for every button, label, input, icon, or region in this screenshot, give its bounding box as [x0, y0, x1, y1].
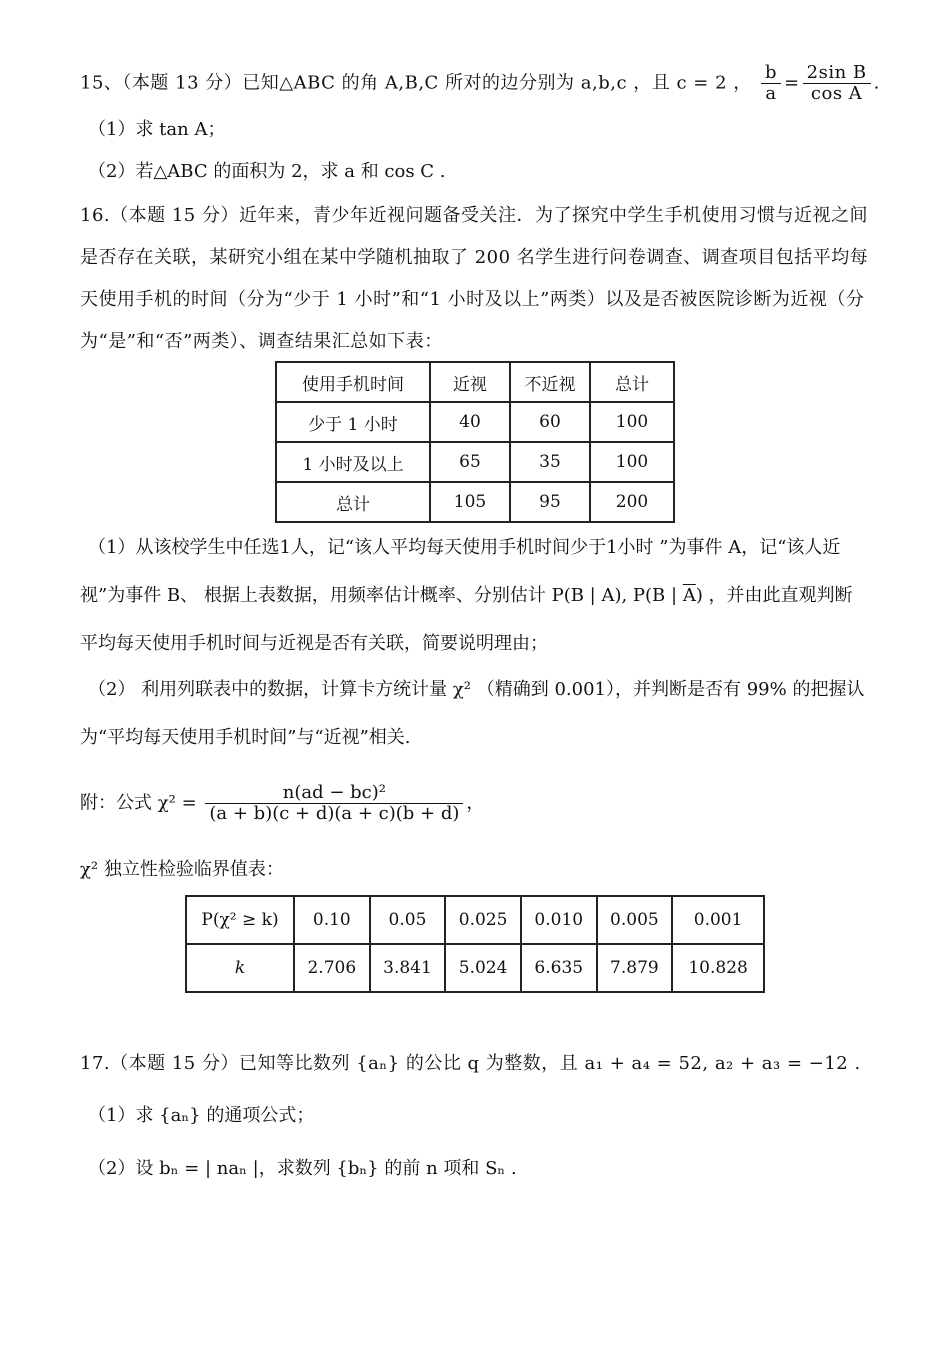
q15-statement: 15、（本题 13 分）已知△ABC 的角 A,B,C 所对的边分别为 a,b,c ，且 c = 2 ， $\frac{b}{a}$ = $\frac{\text{2sin B}}{\text{cos A}}$ . [80, 62, 880, 104]
q15-fraction-left: $\frac{b}{a}$ [761, 63, 781, 104]
table-row [186, 944, 764, 992]
formula-fraction: $\frac{\text{n(ad − bc)²}}{(a + b)(c + d)(a + c)(b + d)}$ [205, 783, 463, 824]
table-cell: 40 [430, 402, 510, 442]
table-cell: 60 [510, 402, 590, 442]
table-row [186, 896, 764, 944]
table-cell: 5.024 [445, 944, 521, 992]
q16-text-line3: 天使用手机的时间（分为“少于 1 小时”和“1 小时及以上”两类）以及是否被医院诊断为近视（分 [80, 289, 865, 310]
q16-text-line4: 为“是”和“否”两类）、调查结果汇总如下表： [80, 331, 443, 352]
table-cell: 100 [590, 402, 674, 442]
table-cell: 2.706 [294, 944, 370, 992]
q15-head: 15、（本题 13 分）已知△ABC 的角 A,B,C 所对的边分别为 a,b,c ，且 c = 2 ， [80, 72, 752, 94]
table-cell: 6.635 [521, 944, 597, 992]
table-cell: 95 [510, 482, 590, 522]
table-cell: 10.828 [672, 944, 764, 992]
q17-part1: （1）求 {aₙ} 的通项公式； [88, 1105, 315, 1126]
table-cell: 0.005 [597, 896, 673, 944]
table-header-row [276, 362, 674, 402]
critical-value-table [185, 895, 765, 993]
q15-part2: （2）若△ABC 的面积为 2，求 a 和 cos C . [88, 161, 446, 182]
q16-part1-line3: 平均每天使用手机时间与近视是否有关联，简要说明理由； [80, 633, 548, 654]
table-header-cell: 不近视 [510, 362, 590, 402]
table-header-cell: 使用手机时间 [276, 362, 430, 402]
chi-square-formula: 附：公式 χ² = $\frac{\text{n(ad − bc)²}}{(a + b)(c + d)(a + c)(b + d)}$ ， [80, 782, 485, 824]
complement-a: $\overline{A}$ [682, 585, 696, 606]
q16-part2-line2: 为“平均每天使用手机时间”与“近视”相关. [80, 727, 411, 748]
table-cell: 7.879 [597, 944, 673, 992]
q16-text-line1: 16.（本题 15 分）近年来，青少年近视问题备受关注．为了探究中学生手机使用习惯与近视之间 [80, 205, 868, 226]
table-cell: 0.05 [370, 896, 446, 944]
table-cell: 3.841 [370, 944, 446, 992]
table-cell: 0.010 [521, 896, 597, 944]
table-cell: 35 [510, 442, 590, 482]
q16-part1-line2: 视”为事件 B、 根据上表数据，用频率估计概率、分别估计 P(B | A), P(B | $\overline{A}$) ，并由此直观判断 [80, 585, 853, 606]
table-cell: 少于 1 小时 [276, 402, 430, 442]
table-cell: 105 [430, 482, 510, 522]
table-cell: 100 [590, 442, 674, 482]
table-row [276, 482, 674, 522]
contingency-table [275, 361, 675, 523]
table-cell: 200 [590, 482, 674, 522]
table-cell: 1 小时及以上 [276, 442, 430, 482]
table-cell: k [186, 944, 294, 992]
q17-part2: （2）设 bₙ = | naₙ |，求数列 {bₙ} 的前 n 项和 Sₙ . [88, 1158, 517, 1179]
critical-table-title: χ² 独立性检验临界值表： [80, 859, 284, 880]
q16-part2-line1: （2） 利用列联表中的数据，计算卡方统计量 χ² （精确到 0.001），并判断是否有 99% 的把握认 [88, 679, 865, 700]
table-cell: 0.10 [294, 896, 370, 944]
q15-fraction-right: $\frac{\text{2sin B}}{\text{cos A}}$ [803, 63, 871, 104]
q16-part1-line1: （1）从该校学生中任选1人，记“该人平均每天使用手机时间少于1小时 ”为事件 A，记“该人近 [88, 537, 841, 558]
table-row [276, 442, 674, 482]
table-cell: 0.001 [672, 896, 764, 944]
table-cell: 65 [430, 442, 510, 482]
table-cell: 总计 [276, 482, 430, 522]
table-header-cell: 总计 [590, 362, 674, 402]
q16-text-line2: 是否存在关联，某研究小组在某中学随机抽取了 200 名学生进行问卷调查、调查项目包括平均每 [80, 247, 869, 268]
table-header-cell: 近视 [430, 362, 510, 402]
q17-statement: 17.（本题 15 分）已知等比数列 {aₙ} 的公比 q 为整数，且 a₁ + a₄ = 52, a₂ + a₃ = −12 . [80, 1053, 861, 1074]
table-row [276, 402, 674, 442]
table-cell: 0.025 [445, 896, 521, 944]
q15-part1: （1）求 tan A； [88, 119, 226, 140]
table-cell: P(χ² ≥ k) [186, 896, 294, 944]
